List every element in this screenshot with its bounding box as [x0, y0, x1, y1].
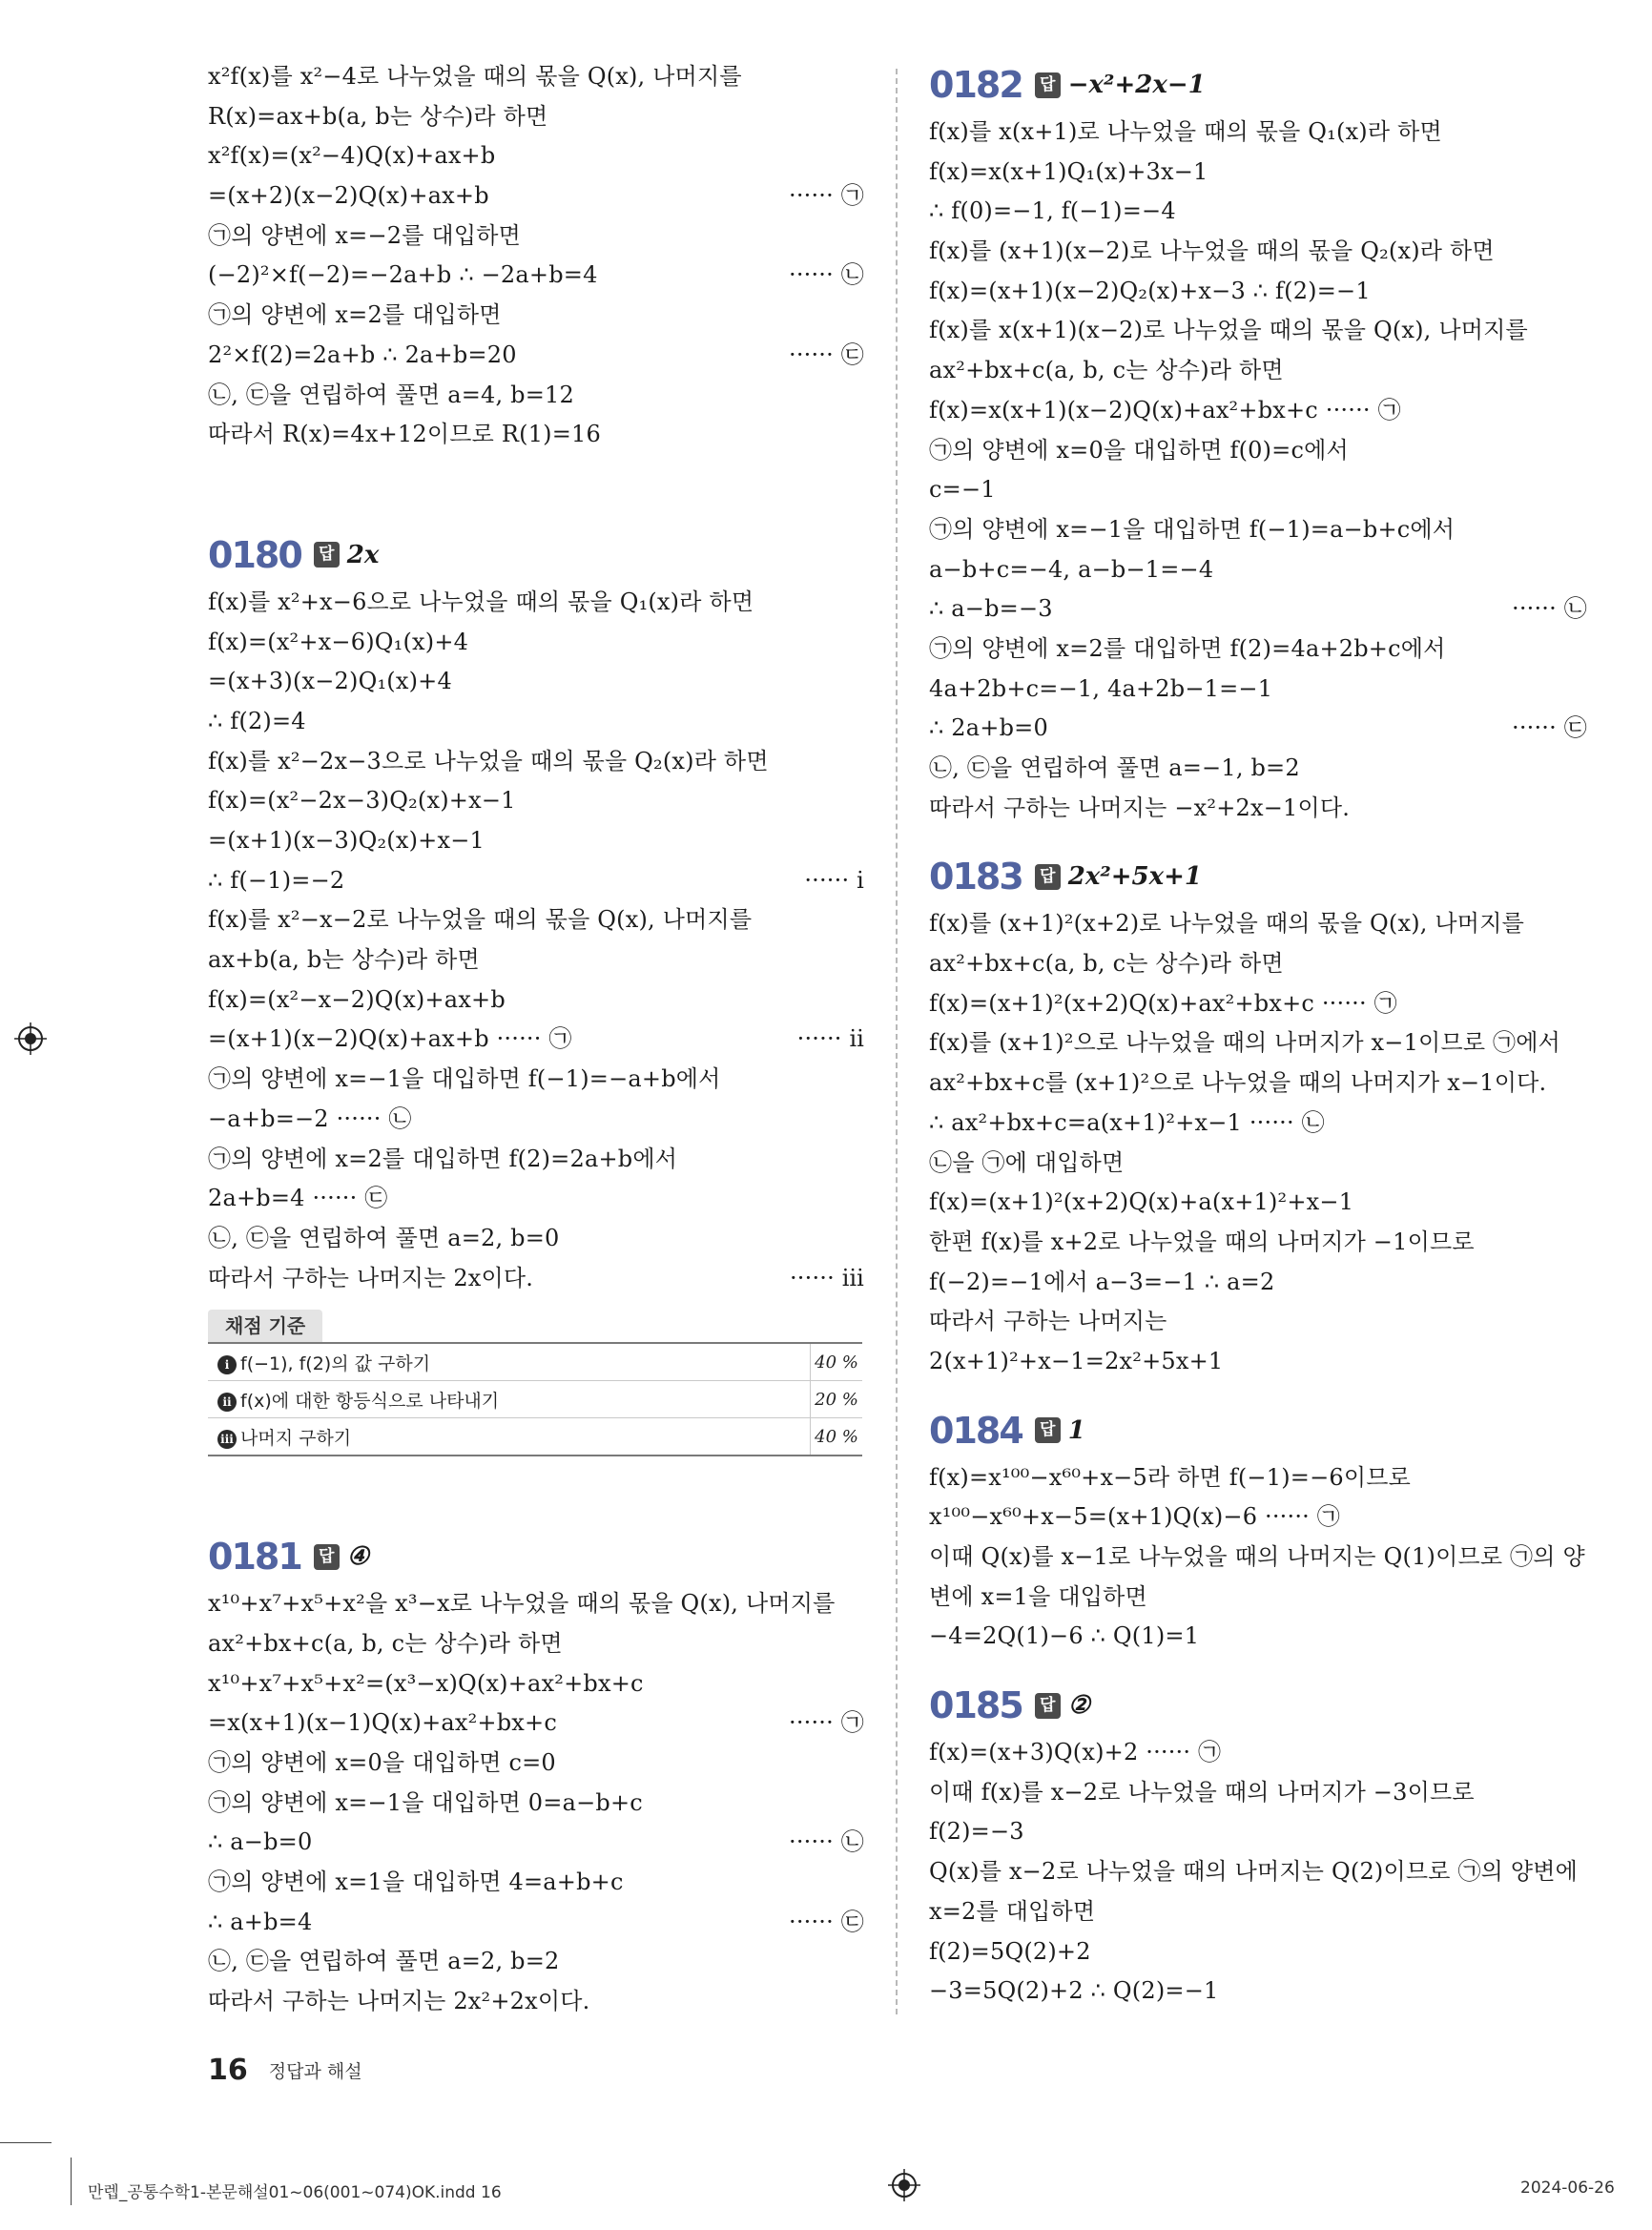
line-text: f(x)=x¹⁰⁰−x⁶⁰+x−5라 하면 f(−1)=−6이므로 [929, 1463, 1412, 1491]
line-text: f(−2)=−1에서 a−3=−1 ∴ a=2 [929, 1268, 1275, 1295]
solution-line [929, 1932, 1587, 1972]
solution-line [208, 1982, 864, 2022]
line-text: c=−1 [929, 476, 996, 504]
answer-value: 2x²+5x+1 [1067, 862, 1202, 892]
line-text: ㉠의 양변에 x=−2를 대입하면 [208, 221, 521, 249]
problem-number: 0183 [929, 856, 1022, 898]
line-text: ㉡, ㉢을 연립하여 풀면 a=−1, b=2 [929, 754, 1300, 781]
equation-tag: ······ ㉡ [788, 1828, 864, 1856]
line-text: ㉠의 양변에 x=−1을 대입하면 f(−1)=a−b+c에서 [929, 515, 1456, 543]
answer-value: ② [1067, 1691, 1091, 1721]
answer-badge: 답 [1035, 1693, 1061, 1719]
line-text: Q(x)를 x−2로 나누었을 때의 나머지는 Q(2)이므로 ㉠의 양변에 [929, 1858, 1579, 1886]
solution-line [208, 1020, 864, 1060]
line-text: f(x)를 x²−x−2로 나누었을 때의 몫을 Q(x), 나머지를 [208, 906, 753, 934]
solution-line [929, 1733, 1587, 1773]
problem-0180-header [208, 527, 864, 583]
line-text: ㉠의 양변에 x=0을 대입하면 f(0)=c에서 [929, 436, 1349, 464]
footer-label: 정답과 해설 [268, 2060, 362, 2082]
grading-table [208, 1342, 862, 1456]
criterion-label: f(−1), f(2)의 값 구하기 [240, 1352, 431, 1374]
solution-line [929, 1302, 1587, 1342]
line-text: x¹⁰+x⁷+x⁵+x²을 x³−x로 나누었을 때의 몫을 Q(x), 나머지를 [208, 1590, 836, 1618]
grading-title: 채점 기준 [208, 1310, 322, 1342]
line-text: 따라서 구하는 나머지는 [929, 1308, 1167, 1335]
solution-line [208, 1140, 864, 1180]
solution-line [208, 1863, 864, 1903]
solution-line [929, 391, 1587, 431]
line-text: ax+b(a, b는 상수)라 하면 [208, 946, 480, 974]
line-text: ∴ a−b=−3 [929, 595, 1053, 623]
solution-line [208, 1259, 864, 1299]
solution-line [929, 550, 1587, 590]
solution-line [929, 1812, 1587, 1852]
line-text: x²f(x)=(x²−4)Q(x)+ax+b [208, 142, 496, 170]
equation-tag: ······ ㉠ [788, 182, 864, 210]
line-text: ∴ ax²+bx+c=a(x+1)²+x−1 ······ ㉡ [929, 1108, 1325, 1136]
problem-number: 0184 [929, 1409, 1022, 1452]
line-text: f(x)=(x+1)(x−2)Q₂(x)+x−3 ∴ f(2)=−1 [929, 277, 1371, 304]
solution-line [208, 296, 864, 336]
solution-line [929, 192, 1587, 232]
line-text: f(2)=5Q(2)+2 [929, 1937, 1091, 1965]
line-text: 이때 f(x)를 x−2로 나누었을 때의 나머지가 −3이므로 [929, 1778, 1475, 1806]
line-text: ax²+bx+c(a, b, c는 상수)라 하면 [929, 357, 1284, 384]
solution-0179-continued [208, 57, 864, 455]
solution-line [929, 1144, 1587, 1184]
line-text: f(x)=x(x+1)(x−2)Q(x)+ax²+bx+c ······ ㉠ [929, 396, 1401, 423]
line-text: =x(x+1)(x−1)Q(x)+ax²+bx+c [208, 1709, 557, 1737]
line-text: ∴ f(−1)=−2 [208, 866, 345, 894]
solution-line [208, 940, 864, 981]
left-column [208, 57, 864, 2022]
problem-number: 0181 [208, 1536, 301, 1579]
line-text: 따라서 구하는 나머지는 2x이다. [208, 1264, 534, 1291]
solution-line [208, 781, 864, 821]
line-text: ㉠의 양변에 x=1을 대입하면 4=a+b+c [208, 1869, 624, 1896]
solution-line [208, 861, 864, 901]
solution-line [208, 1703, 864, 1744]
line-text: x²f(x)를 x²−4로 나누었을 때의 몫을 Q(x), 나머지를 [208, 63, 742, 90]
equation-tag: ······ ㉢ [788, 1908, 864, 1935]
solution-line [929, 1892, 1587, 1932]
line-text: =(x+1)(x−3)Q₂(x)+x−1 [208, 827, 485, 854]
line-text: f(x)를 x²−2x−3으로 나누었을 때의 몫을 Q₂(x)라 하면 [208, 747, 769, 774]
solution-line [929, 311, 1587, 351]
problem-number: 0185 [929, 1684, 1022, 1727]
problem-number: 0182 [929, 64, 1022, 106]
line-text: 4a+2b+c=−1, 4a+2b−1=−1 [929, 674, 1273, 702]
solution-line [208, 821, 864, 861]
line-text: f(x)를 x(x+1)(x−2)로 나누었을 때의 몫을 Q(x), 나머지를 [929, 317, 1528, 344]
solution-line [208, 662, 864, 702]
line-text: f(x)를 (x+1)²으로 나누었을 때의 나머지가 x−1이므로 ㉠에서 [929, 1029, 1561, 1057]
line-text: ㉡, ㉢을 연립하여 풀면 a=2, b=2 [208, 1948, 560, 1975]
line-text: −3=5Q(2)+2 ∴ Q(2)=−1 [929, 1977, 1219, 2005]
solution-0184 [929, 1458, 1587, 1657]
solution-line [208, 1584, 864, 1624]
solution-line [929, 1538, 1587, 1578]
solution-0180 [208, 583, 864, 1298]
line-text: ㉠의 양변에 x=0을 대입하면 c=0 [208, 1749, 556, 1776]
solution-line [929, 1263, 1587, 1303]
line-text: f(x)=(x²−x−2)Q(x)+ax+b [208, 985, 506, 1013]
answer-badge: 답 [1035, 72, 1061, 98]
line-text: 이때 Q(x)를 x−1로 나누었을 때의 나머지는 Q(1)이므로 ㉠의 양 [929, 1543, 1585, 1570]
line-text: ∴ a+b=4 [208, 1908, 313, 1935]
criterion-mark: ⅱ [217, 1393, 237, 1412]
problem-0184-header [929, 1403, 1587, 1458]
line-text: R(x)=ax+b(a, b는 상수)라 하면 [208, 102, 548, 130]
solution-line [208, 1823, 864, 1863]
line-text: ㉠의 양변에 x=2를 대입하면 [208, 301, 502, 329]
equation-tag: ······ ㉡ [1511, 595, 1587, 623]
print-slug-date: 2024-06-26 [1520, 2178, 1615, 2198]
solution-line [929, 1497, 1587, 1538]
solution-line [208, 1744, 864, 1784]
solution-line [929, 232, 1587, 272]
line-text: 2(x+1)²+x−1=2x²+5x+1 [929, 1347, 1224, 1374]
equation-tag: ······ ⅰ [804, 866, 864, 894]
answer-value: 2x [346, 540, 380, 569]
solution-line [929, 589, 1587, 630]
criterion-mark: ⅰ [217, 1355, 237, 1374]
solution-line [929, 749, 1587, 789]
problem-0181-header [208, 1529, 864, 1584]
solution-line [208, 583, 864, 623]
solution-line [929, 1852, 1587, 1892]
solution-line [208, 376, 864, 416]
line-text: ㉠의 양변에 x=2를 대입하면 f(2)=2a+b에서 [208, 1145, 678, 1172]
line-text: ㉠의 양변에 x=2를 대입하면 f(2)=4a+2b+c에서 [929, 634, 1446, 662]
page-footer [208, 2051, 362, 2089]
answer-value: 1 [1067, 1415, 1085, 1445]
line-text: f(x)를 (x+1)(x−2)로 나누었을 때의 몫을 Q₂(x)라 하면 [929, 237, 1495, 265]
problem-0183-header [929, 849, 1587, 904]
solution-0185 [929, 1733, 1587, 2012]
line-text: x=2를 대입하면 [929, 1897, 1096, 1925]
line-text: 2²×f(2)=2a+b ∴ 2a+b=20 [208, 341, 517, 368]
line-text: 변에 x=1을 대입하면 [929, 1582, 1147, 1610]
line-text: ㉠의 양변에 x=−1을 대입하면 0=a−b+c [208, 1788, 643, 1816]
solution-line [208, 1942, 864, 1982]
line-text: 2a+b=4 ······ ㉢ [208, 1185, 388, 1212]
line-text: −a+b=−2 ······ ㉡ [208, 1105, 412, 1132]
solution-line [208, 742, 864, 782]
solution-line [208, 1903, 864, 1943]
page-number: 16 [208, 2053, 248, 2087]
problem-number: 0180 [208, 533, 301, 576]
solution-line [929, 944, 1587, 984]
solution-line [929, 1104, 1587, 1144]
solution-line [208, 1219, 864, 1259]
equation-tag: ······ ⅲ [789, 1264, 864, 1291]
solution-line [929, 1972, 1587, 2012]
line-text: f(x)=(x+1)²(x+2)Q(x)+ax²+bx+c ······ ㉠ [929, 989, 1397, 1017]
registration-mark-icon [14, 1022, 47, 1055]
solution-line [208, 176, 864, 217]
criterion-percent: 20 % [811, 1381, 863, 1418]
criterion-percent: 40 % [811, 1418, 863, 1456]
solution-line [208, 1179, 864, 1219]
solution-line [929, 630, 1587, 670]
line-text: 따라서 구하는 나머지는 2x²+2x이다. [208, 1988, 590, 2015]
line-text: f(x)=(x+3)Q(x)+2 ······ ㉠ [929, 1739, 1222, 1766]
solution-line [929, 153, 1587, 193]
line-text: ㉡, ㉢을 연립하여 풀면 a=2, b=0 [208, 1224, 560, 1251]
solution-0182 [929, 113, 1587, 828]
solution-line [208, 415, 864, 455]
answer-badge: 답 [314, 1544, 340, 1570]
solution-line [929, 510, 1587, 550]
answer-badge: 답 [1035, 864, 1061, 890]
line-text: x¹⁰+x⁷+x⁵+x²=(x³−x)Q(x)+ax²+bx+c [208, 1669, 644, 1697]
line-text: ax²+bx+c(a, b, c는 상수)라 하면 [929, 950, 1284, 978]
line-text: f(x)를 x(x+1)로 나누었을 때의 몫을 Q₁(x)라 하면 [929, 118, 1442, 145]
solution-line [208, 136, 864, 176]
solution-line [208, 97, 864, 137]
line-text: −4=2Q(1)−6 ∴ Q(1)=1 [929, 1622, 1200, 1650]
solution-line [929, 1617, 1587, 1657]
solution-line [208, 702, 864, 742]
solution-0181 [208, 1584, 864, 2022]
line-text: ax²+bx+c를 (x+1)²으로 나누었을 때의 나머지가 x−1이다. [929, 1069, 1547, 1097]
column-divider [896, 69, 898, 2014]
solution-line [208, 1784, 864, 1824]
solution-line [929, 904, 1587, 944]
solution-line [929, 1183, 1587, 1223]
equation-tag: ······ ㉢ [788, 341, 864, 368]
solution-line [929, 431, 1587, 471]
solution-line [208, 900, 864, 940]
criterion-label: f(x)에 대한 항등식으로 나타내기 [240, 1390, 500, 1412]
line-text: =(x+3)(x−2)Q₁(x)+4 [208, 668, 452, 695]
equation-tag: ······ ㉢ [1511, 714, 1587, 742]
grading-criteria [208, 1310, 862, 1456]
solution-line [208, 217, 864, 257]
line-text: 따라서 R(x)=4x+12이므로 R(1)=16 [208, 421, 601, 448]
solution-line [929, 1342, 1587, 1382]
line-text: ∴ a−b=0 [208, 1828, 313, 1856]
line-text: ∴ 2a+b=0 [929, 714, 1048, 742]
solution-line [929, 1458, 1587, 1498]
line-text: ㉡, ㉢을 연립하여 풀면 a=4, b=12 [208, 381, 574, 408]
line-text: f(x)를 x²+x−6으로 나누었을 때의 몫을 Q₁(x)라 하면 [208, 588, 754, 615]
solution-line [929, 351, 1587, 391]
solution-line [929, 709, 1587, 749]
line-text: ㉠의 양변에 x=−1을 대입하면 f(−1)=−a+b에서 [208, 1065, 721, 1093]
solution-line [929, 272, 1587, 312]
line-text: f(x)=(x²+x−6)Q₁(x)+4 [208, 628, 469, 655]
solution-line [208, 1100, 864, 1140]
answer-value: ④ [346, 1542, 370, 1572]
solution-line [929, 1773, 1587, 1813]
table-row [208, 1418, 862, 1456]
line-text: ∴ f(0)=−1, f(−1)=−4 [929, 197, 1176, 225]
solution-line [208, 336, 864, 376]
registration-mark-icon [888, 2169, 920, 2201]
solution-line [929, 1063, 1587, 1104]
solution-line [208, 981, 864, 1021]
line-text: (−2)²×f(−2)=−2a+b ∴ −2a+b=4 [208, 261, 598, 289]
solution-line [929, 470, 1587, 510]
line-text: ∴ f(2)=4 [208, 707, 306, 734]
solution-line [929, 670, 1587, 710]
solution-line [208, 1624, 864, 1664]
line-text: =(x+1)(x−2)Q(x)+ax+b ······ ㉠ [208, 1025, 572, 1053]
answer-badge: 답 [314, 542, 340, 568]
solution-line [929, 113, 1587, 153]
problem-0182-header [929, 57, 1587, 113]
solution-line [929, 1578, 1587, 1618]
solution-line [208, 1060, 864, 1100]
equation-tag: ······ ⅱ [796, 1025, 864, 1053]
equation-tag: ······ ㉠ [788, 1709, 864, 1737]
solution-line [929, 1223, 1587, 1263]
answer-badge: 답 [1035, 1417, 1061, 1443]
line-text: 따라서 구하는 나머지는 −x²+2x−1이다. [929, 794, 1351, 821]
line-text: f(2)=−3 [929, 1818, 1024, 1846]
criterion-label: 나머지 구하기 [240, 1427, 352, 1449]
print-slug-file: 만렙_공통수학1-본문해설01~06(001~074)OK.indd 16 [88, 2183, 502, 2202]
equation-tag: ······ ㉡ [788, 261, 864, 289]
table-row [208, 1343, 862, 1381]
solution-line [929, 1023, 1587, 1063]
criterion-percent: 40 % [811, 1343, 863, 1381]
solution-0183 [929, 904, 1587, 1381]
line-text: f(x)=(x+1)²(x+2)Q(x)+a(x+1)²+x−1 [929, 1188, 1354, 1216]
line-text: ax²+bx+c(a, b, c는 상수)라 하면 [208, 1629, 563, 1657]
crop-mark [0, 2142, 52, 2143]
crop-mark [71, 2158, 72, 2205]
line-text: f(x)=(x²−2x−3)Q₂(x)+x−1 [208, 787, 516, 815]
table-row [208, 1381, 862, 1418]
line-text: ㉡을 ㉠에 대입하면 [929, 1148, 1125, 1176]
line-text: =(x+2)(x−2)Q(x)+ax+b [208, 182, 489, 210]
solution-line [208, 623, 864, 663]
line-text: 한편 f(x)를 x+2로 나누었을 때의 나머지가 −1이므로 [929, 1228, 1475, 1255]
criterion-mark: ⅲ [217, 1430, 237, 1449]
line-text: f(x)=x(x+1)Q₁(x)+3x−1 [929, 157, 1208, 185]
line-text: x¹⁰⁰−x⁶⁰+x−5=(x+1)Q(x)−6 ······ ㉠ [929, 1503, 1341, 1531]
solution-line [208, 256, 864, 296]
solution-line [208, 57, 864, 97]
line-text: a−b+c=−4, a−b−1=−4 [929, 555, 1214, 583]
solution-line [929, 789, 1587, 829]
problem-0185-header [929, 1678, 1587, 1733]
solution-line [208, 1664, 864, 1704]
line-text: f(x)를 (x+1)²(x+2)로 나누었을 때의 몫을 Q(x), 나머지를 [929, 910, 1524, 938]
answer-value: −x²+2x−1 [1067, 71, 1206, 99]
solution-line [929, 984, 1587, 1024]
right-column [929, 57, 1587, 2012]
